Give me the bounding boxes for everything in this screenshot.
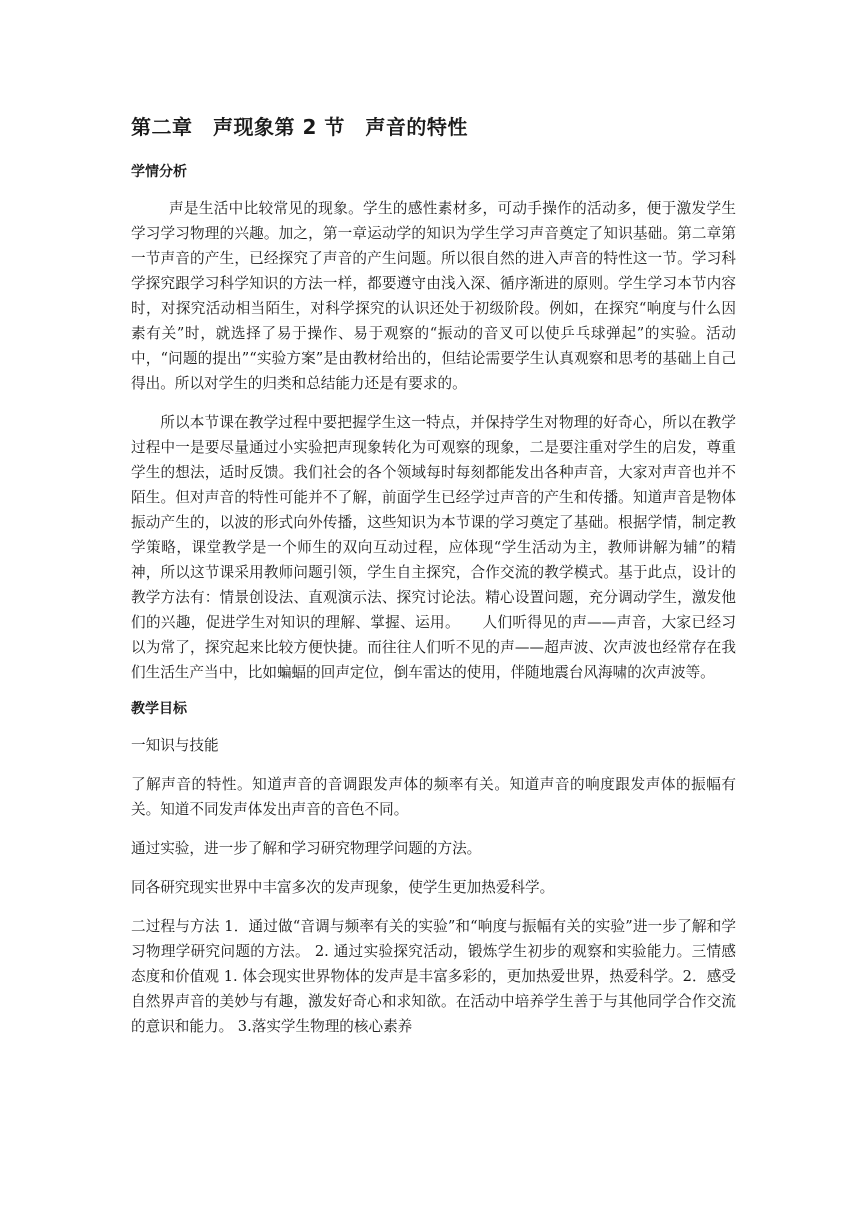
objectives-paragraph-3: 同各研究现实世界中丰富多次的发声现象，使学生更加热爱科学。 <box>131 879 555 896</box>
page-title: 第二章 声现象第 2 节 声音的特性 <box>131 115 468 139</box>
document-page <box>131 112 736 1053</box>
objectives-paragraph-4: 二过程与方法 1．通过做“音调与频率有关的实验”和“响度与振幅有关的实验”进一步了解和学习物理学研究问题的方法。 2. 通过实验探究活动，锻炼学生初步的观察和实验能力。三情感态度和价值观 1. 体会现实世界物体的发声是丰富多彩的，更加热爱世界，热爱科学。2．感受自然界声音的美妙与有趣，激发好奇心和求知欲。在活动中培养学生善于与其他同学合作交流的意识和能力。 3.落实学生物理的核心素养 <box>131 918 736 1035</box>
analysis-paragraph-1: 声是生活中比较常见的现象。学生的感性素材多，可动手操作的活动多，便于激发学生学习学习物理的兴趣。加之，第一章运动学的知识为学生学习声音奠定了知识基础。第二章第一节声音的产生，已经探究了声音的产生问题。所以很自然的进入声音的特性这一节。学习科学探究跟学习科学知识的方法一样，都要遵守由浅入深、循序渐进的原则。学生学习本节内容时，对探究活动相当陌生，对科学探究的认识还处于初级阶段。例如，在探究“响度与什么因素有关”时，就选择了易于操作、易于观察的“振动的音叉可以使乒乓球弹起”的实验。活动中，“问题的提出”“实验方案”是由教材给出的，但结论需要学生认真观察和思考的基础上自己得出。所以对学生的归类和总结能力还是有要求的。 <box>131 200 736 392</box>
objectives-paragraph-2: 通过实验，进一步了解和学习研究物理学问题的方法。 <box>131 840 482 857</box>
section-heading-analysis: 学情分析 <box>131 164 187 180</box>
objectives-subheading-knowledge: 一知识与技能 <box>131 737 219 754</box>
objectives-paragraph-1: 了解声音的特性。知道声音的音调跟发声体的频率有关。知道声音的响度跟发声体的振幅有关。知道不同发声体发出声音的音色不同。 <box>131 776 736 818</box>
analysis-paragraph-2: 所以本节课在教学过程中要把握学生这一特点，并保持学生对物理的好奇心，所以在教学过程中一是要尽量通过小实验把声现象转化为可观察的现象，二是要注重对学生的启发，尊重学生的想法，适时反馈。我们社会的各个领域每时每刻都能发出各种声音，大家对声音也并不陌生。但对声音的特性可能并不了解，前面学生已经学过声音的产生和传播。知道声音是物体振动产生的，以波的形式向外传播，这些知识为本节课的学习奠定了基础。根据学情，制定教学策略，课堂教学是一个师生的双向互动过程，应体现“学生活动为主，教师讲解为辅”的精神，所以这节课采用教师问题引领，学生自主探究，合作交流的教学模式。基于此点，设计的教学方法有：情景创设法、直观演示法、探究讨论法。精心设置问题，充分调动学生，激发他们的兴趣，促进学生对知识的理解、掌握、运用。 人们听得见的声——声音，大家已经习以为常了，探究起来比较方便快捷。而往往人们听不见的声——超声波、次声波也经常存在我们生活生产当中，比如蝙蝠的回声定位，倒车雷达的使用，伴随地震台风海啸的次声波等。 <box>131 414 736 681</box>
section-heading-objectives: 教学目标 <box>131 701 187 717</box>
